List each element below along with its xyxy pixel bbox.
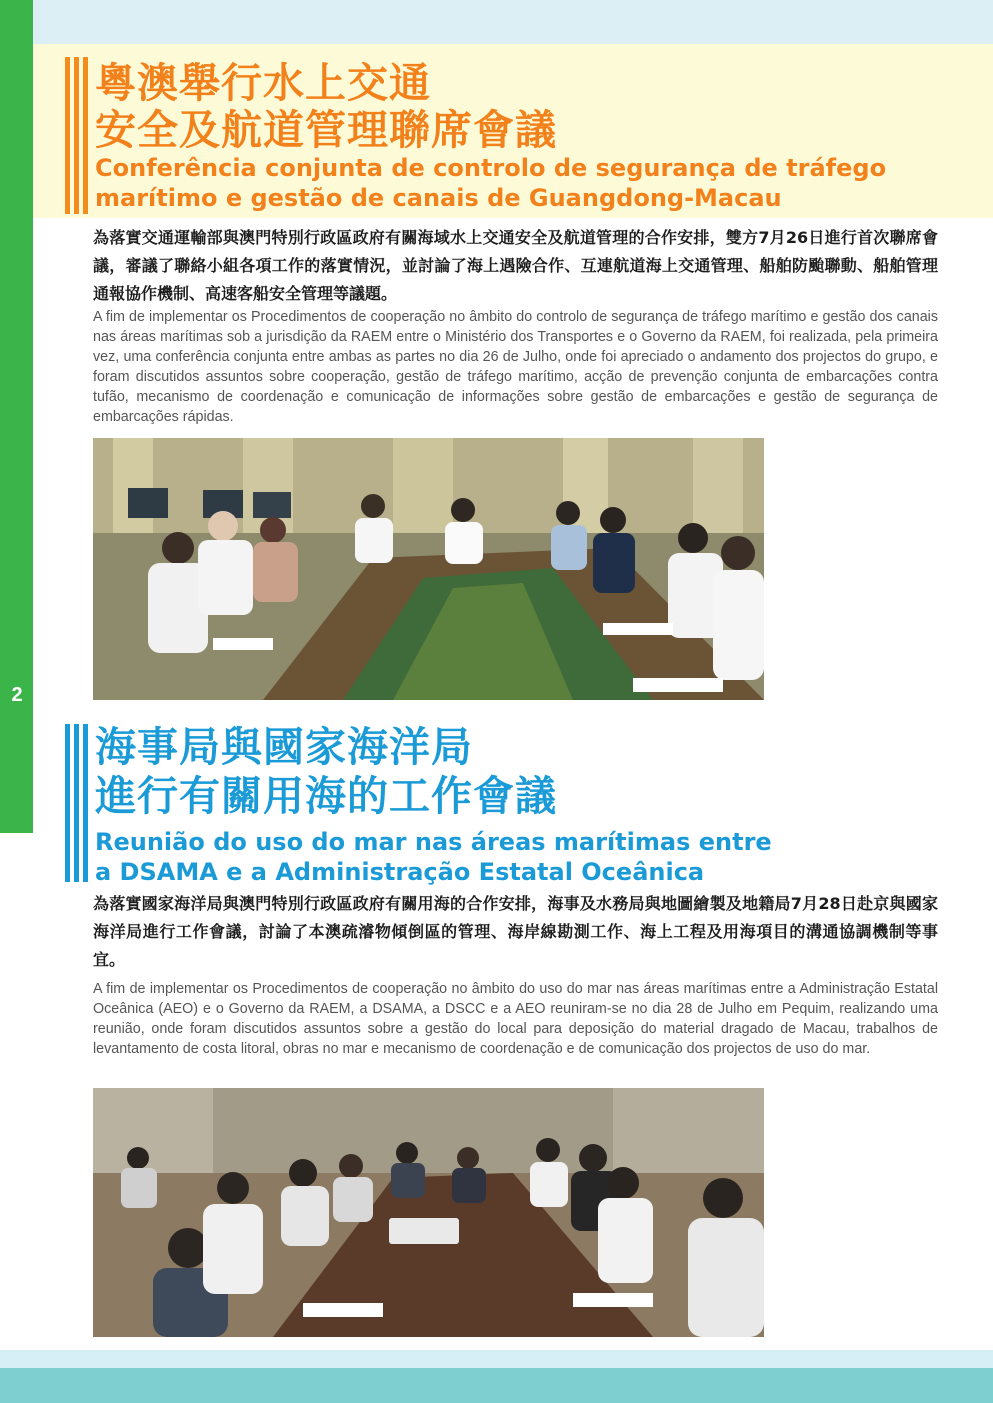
article2-body-pt: A fim de implementar os Procedimentos de cooperação no âmbito do uso do mar nas áreas marítimas entre a Administração Estatal Oceânica (AEO) e o Governo da RAEM, a DSAMA, a DSCC e a AEO reuniram-se no dia 28 de Julho em Pequim, realizando uma reunião, onde foram discutidos assuntos sobre a gestão do local para deposição do material dragado de Macau, trabalhos de levantamento de costa litoral, obras no mar e mecanismo de coordenação e de comunicação dos projectos de uso do mar. [93,981,938,1057]
article2-title-zh-line2: 進行有關用海的工作會議 [95,772,557,820]
article2-body-zh: 為落實國家海洋局與澳門特別行政區政府有關用海的合作安排，海事及水務局與地圖繪製及地籍局7月28日赴京與國家海洋局進行工作會議，討論了本澳疏濬物傾倒區的管理、海岸線勘測工作、海上工程及用海項目的溝通協調機制等事宜。 [93,894,938,969]
bottom-decor-band [0,1368,993,1403]
article2-title-zh-line1: 海事局與國家海洋局 [95,723,473,771]
meeting-photo-illustration-1 [93,438,764,700]
left-green-bar [0,0,33,833]
bottom-light-band [0,1350,993,1368]
article1-title-pt-line1: Conferência conjunta de controlo de segurança de tráfego [95,154,887,182]
article2-title-pt-line1: Reunião do uso do mar nas áreas marítimas entre [95,828,772,856]
article2-meeting-photo [93,1088,764,1337]
article1-title-bars [65,57,88,214]
article2-title-bars [65,724,88,882]
article1-body-pt: A fim de implementar os Procedimentos de cooperação no âmbito do controlo de segurança de tráfego marítimo e gestão dos canais nas áreas marítimas sob a jurisdição da RAEM entre o Ministério dos Transportes e o Governo da RAEM, foi realizada, pela primeira vez, uma conferência conjunta entre ambas as partes no dia 26 de Julho, onde foi apreciado o andamento dos projectos do grupo, e foram discutidos assuntos sobre cooperação, gestão de tráfego marítimo, acção de prevenção conjunta de embarcações contra tufão, mecanismo de coordenação e comunicação de informações sobre gestão de embarcações e gestão de segurança de embarcações rápidas. [93,309,938,425]
article1-title-pt-line2: marítimo e gestão de canais de Guangdong-Macau [95,184,782,212]
article1-title-zh-line2: 安全及航道管理聯席會議 [95,106,557,154]
page-number: 2 [11,684,23,706]
meeting-photo-illustration-2 [93,1088,764,1337]
top-decor-band [0,0,993,44]
article2-title-pt-line2: a DSAMA e a Administração Estatal Oceânica [95,858,705,886]
article1-meeting-photo [93,438,764,700]
article1-title-zh-line1: 粵澳舉行水上交通 [95,59,431,107]
article1-body-zh: 為落實交通運輸部與澳門特別行政區政府有關海域水上交通安全及航道管理的合作安排，雙方7月26日進行首次聯席會議，審議了聯絡小組各項工作的落實情況，並討論了海上遇險合作、互連航道海上交通管理、船舶防颱聯動、船舶管理通報協作機制、高速客船安全管理等議題。 [93,228,938,303]
